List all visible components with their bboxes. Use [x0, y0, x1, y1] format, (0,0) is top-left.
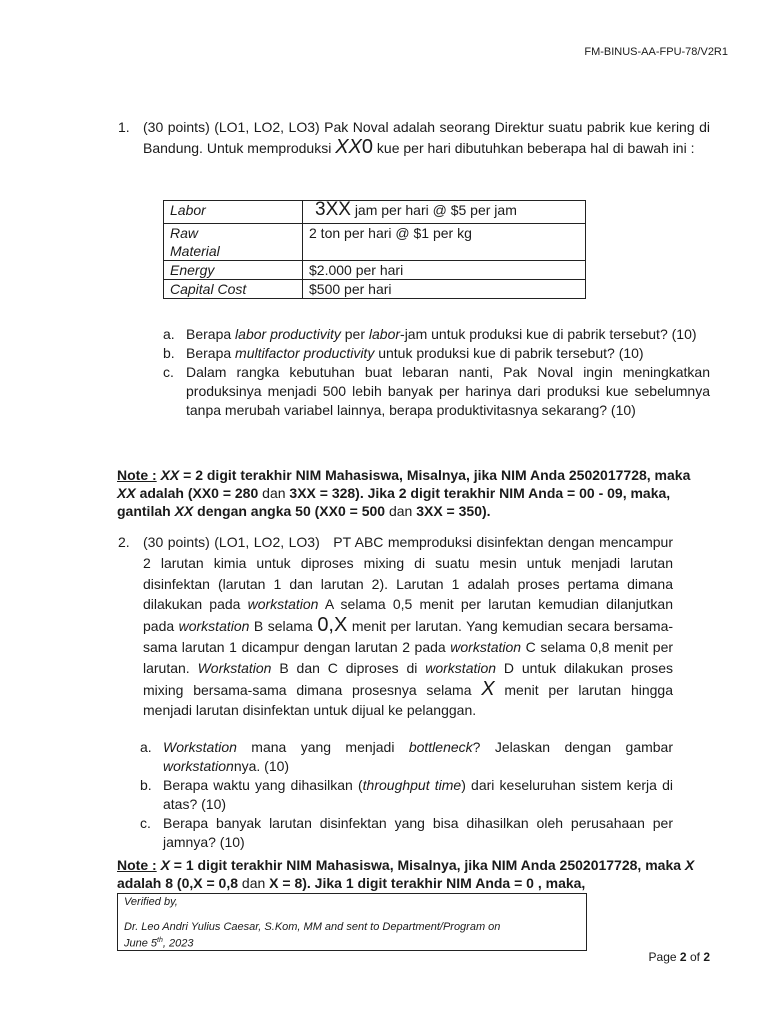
- variable-suffix: 0: [361, 136, 374, 158]
- note-text: adalah (XX0 = 280: [139, 485, 259, 501]
- note-text: dan: [388, 503, 413, 519]
- document-code: FM-BINUS-AA-FPU-78/V2R1: [584, 46, 728, 58]
- item-letter: b.: [140, 777, 152, 793]
- item-text: Dalam rangka kebutuhan buat lebaran nanti, Pak Noval ingin meningkatkan produksinya menjadi 500 lebih banyak per harinya dari produksi kue sebelumnya tanpa merubah variabel lainnya, berapa produktivitasnya sekarang? (10): [186, 364, 710, 418]
- table-label: Energy: [164, 261, 303, 280]
- intro-a: Pak Noval adalah seorang Direktur suatu pabrik kue kering di Bandung. Untuk memproduksi: [143, 119, 711, 156]
- list-item: [140, 814, 673, 852]
- note-2: [117, 856, 711, 892]
- page-of: of: [689, 950, 700, 964]
- item-text: Berapa banyak larutan disinfektan yang bisa dihasilkan oleh perusahaan per jamnya? (10): [163, 815, 673, 850]
- note-text: adalah 8 (0,X = 0,8: [117, 875, 239, 891]
- page-total: 2: [703, 950, 710, 964]
- q2-emphasis: workstation: [450, 638, 522, 655]
- item-emphasis: workstation: [163, 758, 234, 774]
- date-text: , 2023: [162, 937, 194, 950]
- table-value: 2 ton per hari @ $1 per kg: [303, 224, 586, 261]
- note-text: = 2 digit terakhir NIM Mahasiswa, Misalnya, jika NIM Anda 2502017728,: [183, 467, 651, 483]
- item-text: mana yang menjadi: [251, 739, 395, 755]
- question-2: [118, 532, 673, 721]
- question-2-items: [140, 738, 673, 852]
- question-text: [143, 117, 710, 158]
- item-text: untuk produksi kue di pabrik tersebut? (10): [378, 345, 644, 361]
- date-suffix: th: [157, 937, 163, 944]
- note-text: dan: [241, 875, 266, 891]
- variable-xx: XX: [335, 136, 362, 158]
- page-number: [649, 950, 710, 964]
- q2-text: menit per larutan. Yang kemudian secara bersama-sama larutan 1 dicampur dengan larutan 2 pada: [143, 618, 674, 655]
- item-text: -jam untuk produksi kue di pabrik tersebut? (10): [400, 326, 697, 342]
- table-label: Labor: [164, 201, 303, 224]
- item-emphasis: bottleneck: [408, 739, 473, 755]
- q2-emphasis: Workstation: [197, 659, 272, 676]
- note-var: XX: [174, 503, 194, 519]
- table-value: [303, 201, 586, 224]
- item-text: Berapa: [186, 326, 232, 342]
- note-var: XX: [117, 485, 136, 501]
- page-label: Page: [648, 950, 677, 964]
- question-1: [118, 117, 710, 158]
- item-emphasis: multifactor productivity: [235, 345, 375, 361]
- item-letter: a.: [163, 326, 175, 342]
- note-text: maka: [645, 857, 682, 873]
- item-text: ? Jelaskan dengan gambar: [472, 739, 673, 755]
- q2-text: B dan C diproses di: [279, 659, 418, 676]
- item-emphasis: labor: [368, 326, 401, 342]
- note-text: X = 8). Jika 1 digit terakhir NIM Anda = 0 , maka,: [269, 875, 586, 891]
- q2-emphasis: workstation: [425, 659, 497, 676]
- list-item: [140, 738, 673, 776]
- q2-text: A selama 0,5 menit per larutan kemudian dilanjutkan pada: [143, 596, 674, 635]
- table-row: [164, 280, 586, 299]
- table-row: [164, 201, 586, 224]
- question-points: (30 points) (LO1, LO2, LO3): [143, 534, 320, 550]
- verification-box: [117, 893, 587, 951]
- item-letter: c.: [163, 364, 174, 380]
- item-emphasis: labor productivity: [235, 326, 341, 342]
- item-letter: b.: [163, 345, 175, 361]
- list-item: [163, 363, 710, 420]
- list-item: [140, 776, 673, 814]
- q2-text: C selama 0,8 menit per larutan.: [143, 638, 674, 676]
- q2-text: PT ABC memproduksi disinfektan dengan mencampur 2 larutan kimia untuk diproses mixing di suatu mesin untuk menjadi larutan disinfektan (larutan 1 dan larutan 2). Larutan 1 adalah proses pertama dimana dilakukan pada: [143, 534, 673, 613]
- item-text: per: [344, 326, 365, 342]
- date-text: June 5: [124, 937, 158, 950]
- item-text: ) dari keseluruhan sistem kerja di atas? (10): [163, 777, 673, 812]
- q2-text: B selama: [253, 618, 313, 635]
- labor-value: jam per hari @ $5 per jam: [354, 202, 517, 218]
- item-emphasis: Workstation: [163, 739, 237, 755]
- q2-text: D untuk dilakukan proses mixing bersama-sama dimana prosesnya selama: [143, 659, 674, 698]
- item-text: nya. (10): [233, 758, 290, 774]
- note-text: dengan angka 50 (XX0 = 500: [197, 503, 386, 519]
- raw-material-label: Raw Material: [170, 225, 220, 259]
- item-letter: a.: [140, 739, 152, 755]
- item-text: Berapa: [186, 345, 232, 361]
- list-item: [163, 344, 710, 363]
- note-1: [117, 466, 711, 520]
- q2-emphasis: workstation: [247, 596, 319, 613]
- verified-by: Verified by,: [124, 896, 178, 908]
- table-value: $2.000 per hari: [303, 261, 586, 280]
- question-number: 1.: [118, 119, 130, 135]
- note-text: 3XX = 350).: [416, 503, 491, 519]
- q2-value: 0,X: [317, 614, 348, 637]
- table-row: [164, 224, 586, 261]
- note-var: XX: [160, 467, 180, 483]
- verified-date: [124, 934, 580, 951]
- q2-x: X: [481, 677, 495, 700]
- question-number: 2.: [118, 534, 130, 550]
- table-value: $500 per hari: [303, 280, 586, 299]
- item-text: Berapa waktu yang dihasilkan (: [163, 777, 363, 793]
- page-current: 2: [679, 950, 687, 964]
- resource-table: [163, 200, 586, 299]
- question-points: (30 points) (LO1, LO2, LO3): [143, 119, 320, 135]
- question-1-items: [163, 325, 710, 420]
- q2-emphasis: workstation: [178, 618, 250, 635]
- labor-var: 3XX: [315, 199, 351, 220]
- note-label: Note :: [117, 857, 157, 873]
- note-var: X: [684, 857, 695, 873]
- note-text: dan: [262, 485, 286, 501]
- item-letter: c.: [140, 815, 151, 831]
- question-text: [143, 532, 673, 721]
- list-item: [163, 325, 710, 344]
- note-text: = 1 digit terakhir NIM Mahasiswa, Misalnya, jika NIM Anda 2502017728,: [173, 857, 642, 873]
- table-label: Capital Cost: [164, 280, 303, 299]
- table-row: [164, 261, 586, 280]
- verifier-name: Dr. Leo Andri Yulius Caesar, S.Kom, MM and sent to Department/Program on: [124, 921, 501, 933]
- q2-text: menit per larutan hingga menjadi larutan disinfektan untuk dijual ke pelanggan.: [143, 681, 673, 719]
- note-label: Note :: [117, 467, 157, 483]
- note-text: 3XX = 328). Jika 2 digit terakhir NIM Anda = 00 - 09, maka, gantilah: [117, 485, 671, 519]
- table-label: [164, 224, 303, 261]
- item-emphasis: throughput time: [362, 777, 462, 793]
- note-var: X: [160, 857, 170, 873]
- intro-b: kue per hari dibutuhkan beberapa hal di bawah ini :: [376, 140, 695, 156]
- note-text: maka: [654, 467, 691, 483]
